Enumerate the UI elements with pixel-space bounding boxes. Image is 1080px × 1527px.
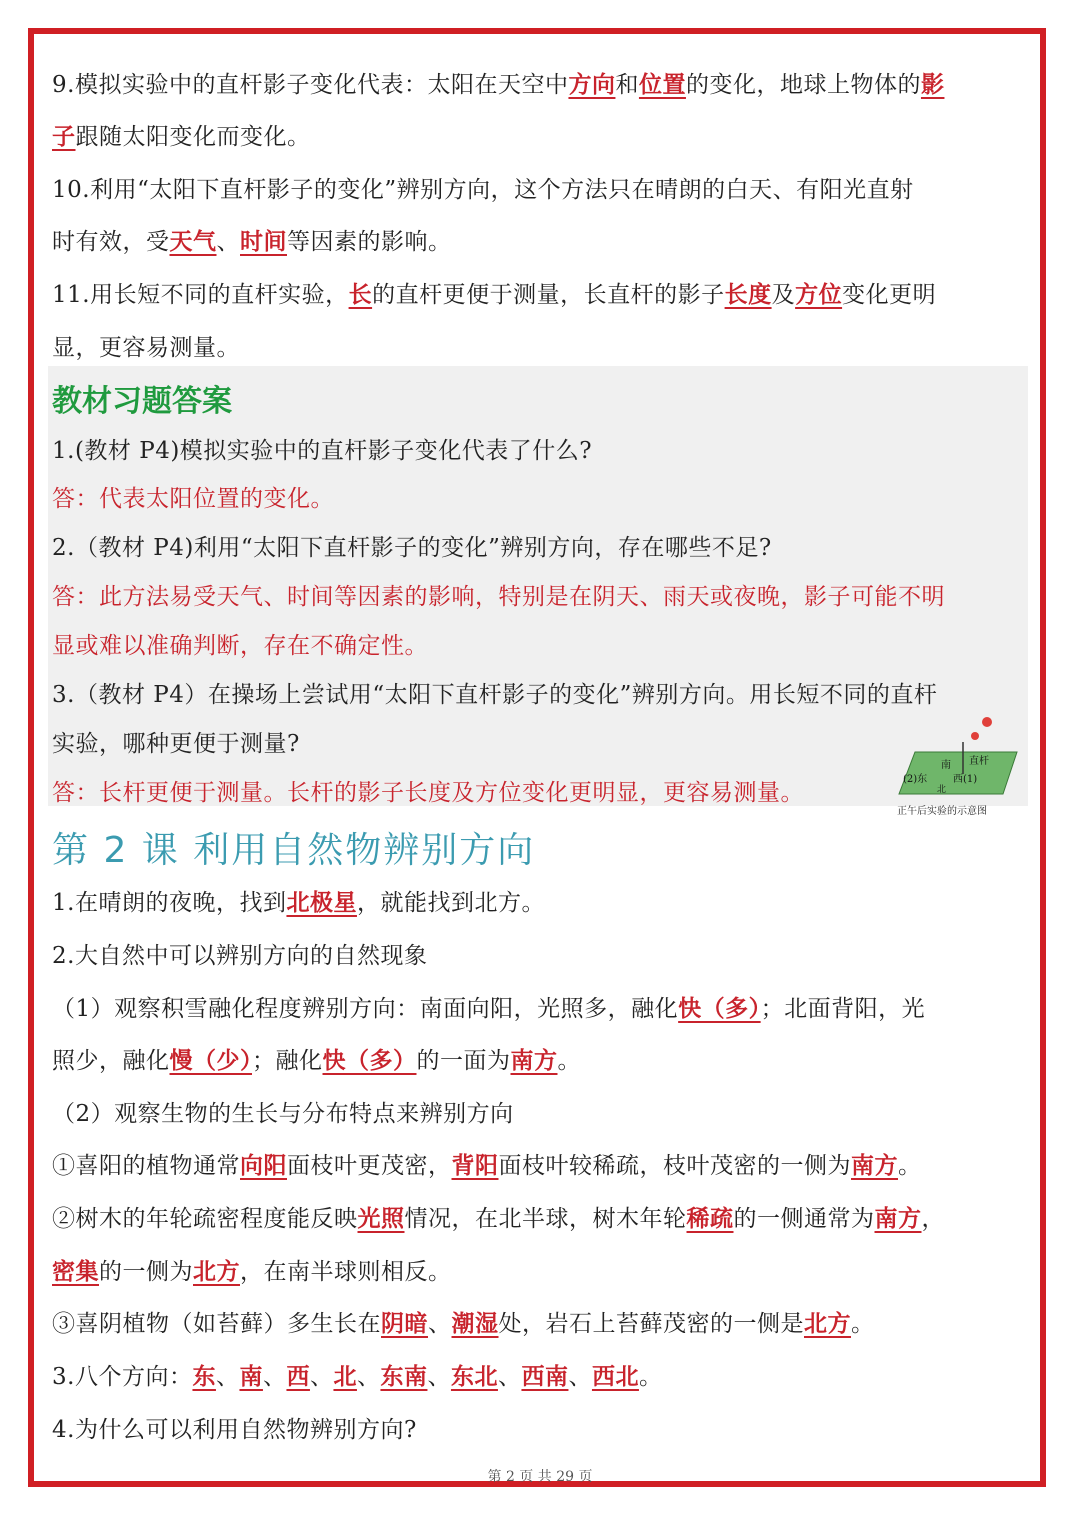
answer-2-line1: 答：此方法易受天气、时间等因素的影响，特别是在阴天、雨天或夜晚，影子可能不明 [52, 584, 945, 610]
lesson2-snow-line1: （1）观察积雪融化程度辨别方向：南面向阳，光照多，融化快（多）；北面背阳，光 [52, 995, 926, 1022]
point-11-line1: 11.用长短不同的直杆实验，长的直杆更便于测量，长直杆的影子长度及方位变化更明 [52, 281, 937, 308]
lesson2-biology: （2）观察生物的生长与分布特点来辨别方向 [52, 1101, 514, 1127]
question-3-line1: 3.（教材 P4）在操场上尝试用“太阳下直杆影子的变化”辨别方向。用长短不同的直杆 [52, 682, 938, 708]
question-1: 1.(教材 P4)模拟实验中的直杆影子变化代表了什么? [52, 438, 593, 464]
diagram-caption: 正午后实验的示意图 [897, 806, 987, 817]
answer-2-line2: 显或难以准确判断，存在不确定性。 [52, 633, 428, 659]
lesson2-point-4: 4.为什么可以利用自然物辨别方向? [52, 1417, 417, 1443]
lesson2-point-1: 1.在晴朗的夜晚，找到北极星，就能找到北方。 [52, 889, 545, 916]
diagram-pole: 直杆 [969, 756, 989, 767]
point-9-line2: 子跟随太阳变化而变化。 [52, 123, 311, 150]
lesson2-point-2: 2.大自然中可以辨别方向的自然现象 [52, 943, 428, 969]
question-3-line2: 实验，哪种更便于测量? [52, 731, 300, 757]
lesson2-rings-line1: ②树木的年轮疏密程度能反映光照情况，在北半球，树木年轮稀疏的一侧通常为南方， [52, 1205, 945, 1232]
diagram-south: 南 [941, 760, 951, 771]
shadow-experiment-diagram [895, 712, 1030, 822]
point-10-line1: 10.利用“太阳下直杆影子的变化”辨别方向，这个方法只在晴朗的白天、有阳光直射 [52, 177, 914, 203]
lesson2-eight-directions: 3.八个方向：东、南、西、北、东南、东北、西南、西北。 [52, 1363, 663, 1390]
lesson2-plants: ①喜阳的植物通常向阳面枝叶更茂密，背阳面枝叶较稀疏，枝叶茂密的一侧为南方。 [52, 1152, 922, 1179]
diagram-west: 西(1) [953, 774, 978, 785]
exercise-heading: 教材习题答案 [52, 384, 232, 419]
page-number: 第 2 页 共 29 页 [487, 1469, 593, 1485]
lesson-2-heading: 第 2 课 利用自然物辨别方向 [52, 830, 536, 871]
point-11-line2: 显，更容易测量。 [52, 335, 240, 361]
diagram-graphic [895, 712, 1030, 822]
answer-3: 答：长杆更便于测量。长杆的影子长度及方位变化更明显，更容易测量。 [52, 780, 804, 806]
point-9-line1: 9.模拟实验中的直杆影子变化代表：太阳在天空中方向和位置的变化，地球上物体的影 [52, 71, 945, 98]
point-10-line2: 时有效，受天气、时间等因素的影响。 [52, 228, 452, 255]
diagram-north: 北 [937, 785, 947, 795]
lesson2-moss: ③喜阴植物（如苔藓）多生长在阴暗、潮湿处，岩石上苔藓茂密的一侧是北方。 [52, 1310, 875, 1337]
answer-1: 答：代表太阳位置的变化。 [52, 486, 334, 512]
question-2: 2.（教材 P4)利用“太阳下直杆影子的变化”辨别方向，存在哪些不足? [52, 535, 772, 561]
lesson2-snow-line2: 照少，融化慢（少）；融化快（多）的一面为南方。 [52, 1047, 581, 1074]
lesson2-rings-line2: 密集的一侧为北方，在南半球则相反。 [52, 1258, 452, 1285]
diagram-east: (2)东 [903, 774, 928, 785]
